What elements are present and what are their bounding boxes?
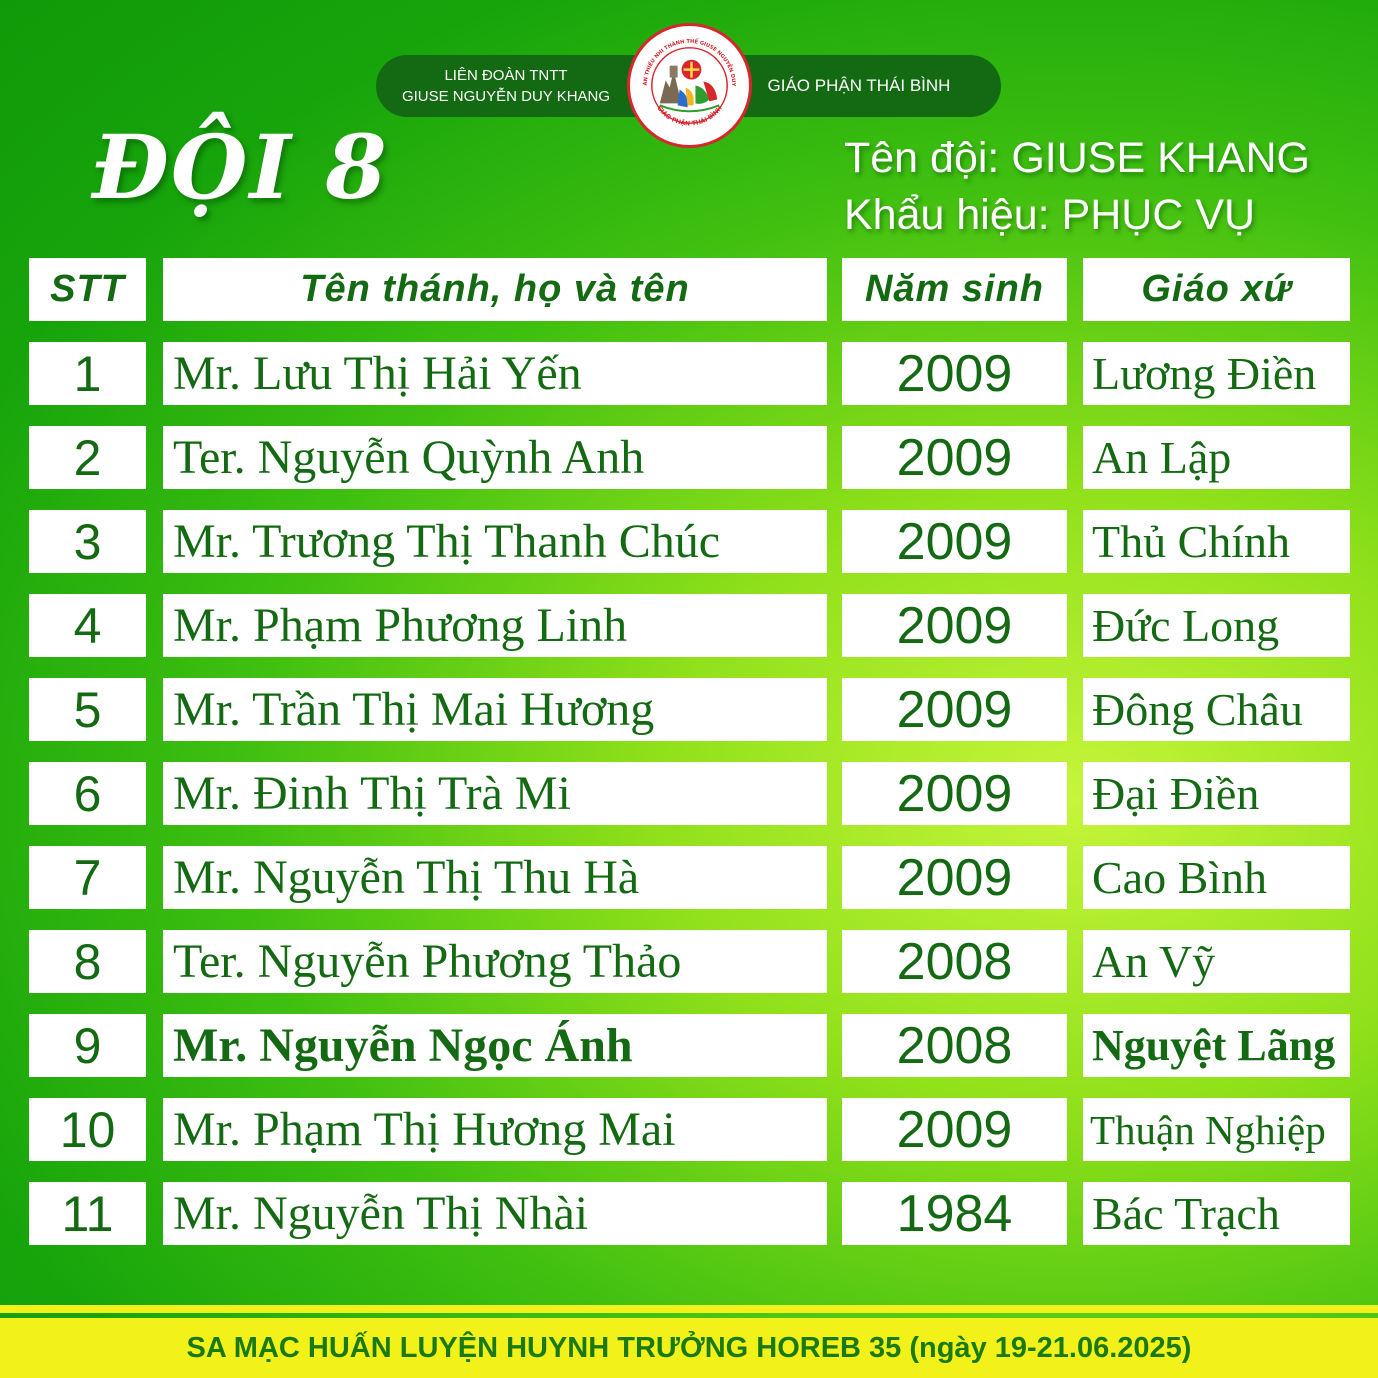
federation-name: [376, 55, 636, 117]
header-parish: Giáo xứ: [1083, 258, 1350, 321]
row-number: 2: [29, 426, 146, 489]
birth-year: 2009: [842, 846, 1067, 909]
birth-year: 2009: [842, 1098, 1067, 1161]
logo-text-bottom: GIÁO PHẬN THÁI BÌNH: [655, 104, 724, 128]
member-name: Mr. Nguyễn Ngọc Ánh: [163, 1014, 827, 1077]
birth-year: 2008: [842, 1014, 1067, 1077]
row-number: 8: [29, 930, 146, 993]
member-name: Mr. Nguyễn Thị Thu Hà: [163, 846, 827, 909]
federation-line2: GIUSE NGUYỄN DUY KHANG: [401, 88, 611, 105]
birth-year: 2009: [842, 594, 1067, 657]
row-number: 10: [29, 1098, 146, 1161]
header-full-name: Tên thánh, họ và tên: [163, 258, 827, 321]
team-name: Tên đội: GIUSE KHANG: [844, 134, 1310, 182]
member-name: Mr. Lưu Thị Hải Yến: [163, 342, 827, 405]
birth-year: 2009: [842, 510, 1067, 573]
member-name: Ter. Nguyễn Phương Thảo: [163, 930, 827, 993]
member-name: Mr. Nguyễn Thị Nhài: [163, 1182, 827, 1245]
row-number: 3: [29, 510, 146, 573]
member-name: Mr. Trương Thị Thanh Chúc: [163, 510, 827, 573]
birth-year: 2009: [842, 342, 1067, 405]
team-info: [844, 130, 1310, 244]
parish: Nguyệt Lãng: [1083, 1014, 1350, 1077]
row-number: 7: [29, 846, 146, 909]
parish: Đức Long: [1083, 594, 1350, 657]
row-number: 1: [29, 342, 146, 405]
parish: An Vỹ: [1083, 930, 1350, 993]
header-stt: STT: [29, 258, 146, 321]
birth-year: 2009: [842, 762, 1067, 825]
member-name: Mr. Phạm Thị Hương Mai: [163, 1098, 827, 1161]
federation-logo: [627, 23, 752, 148]
team-motto: Khẩu hiệu: PHỤC VỤ: [844, 191, 1256, 239]
parish: An Lập: [1083, 426, 1350, 489]
logo-emblem-icon: [630, 26, 749, 145]
row-number: 5: [29, 678, 146, 741]
member-name: Mr. Trần Thị Mai Hương: [163, 678, 827, 741]
header-birth-year: Năm sinh: [842, 258, 1067, 321]
footer-banner: [0, 1318, 1378, 1378]
row-number: 4: [29, 594, 146, 657]
parish: Đại Điền: [1083, 762, 1350, 825]
team-number-title: ĐỘI 8: [92, 115, 389, 219]
member-name: Mr. Đinh Thị Trà Mi: [163, 762, 827, 825]
parish: Đông Châu: [1083, 678, 1350, 741]
logo-text-top: ÀN THIẾU NHI THÁNH THỂ GIUSE NGUYỄN DUY: [642, 38, 737, 87]
row-number: 6: [29, 762, 146, 825]
footer-divider: [0, 1305, 1378, 1313]
member-name: Ter. Nguyễn Quỳnh Anh: [163, 426, 827, 489]
birth-year: 2008: [842, 930, 1067, 993]
birth-year: 1984: [842, 1182, 1067, 1245]
federation-line1: LIÊN ĐOÀN TNTT: [444, 67, 568, 84]
footer-text: SA MẠC HUẤN LUYỆN HUYNH TRƯỞNG HOREB 35 (ngày 19-21.06.2025): [186, 1331, 1192, 1364]
parish: Cao Bình: [1083, 846, 1350, 909]
member-name: Mr. Phạm Phương Linh: [163, 594, 827, 657]
birth-year: 2009: [842, 426, 1067, 489]
parish: Thuận Nghiệp: [1083, 1098, 1350, 1161]
row-number: 11: [29, 1182, 146, 1245]
birth-year: 2009: [842, 678, 1067, 741]
diocese-name: GIÁO PHẬN THÁI BÌNH: [767, 76, 951, 95]
parish: Lương Điền: [1083, 342, 1350, 405]
parish: Thủ Chính: [1083, 510, 1350, 573]
parish: Bác Trạch: [1083, 1182, 1350, 1245]
row-number: 9: [29, 1014, 146, 1077]
